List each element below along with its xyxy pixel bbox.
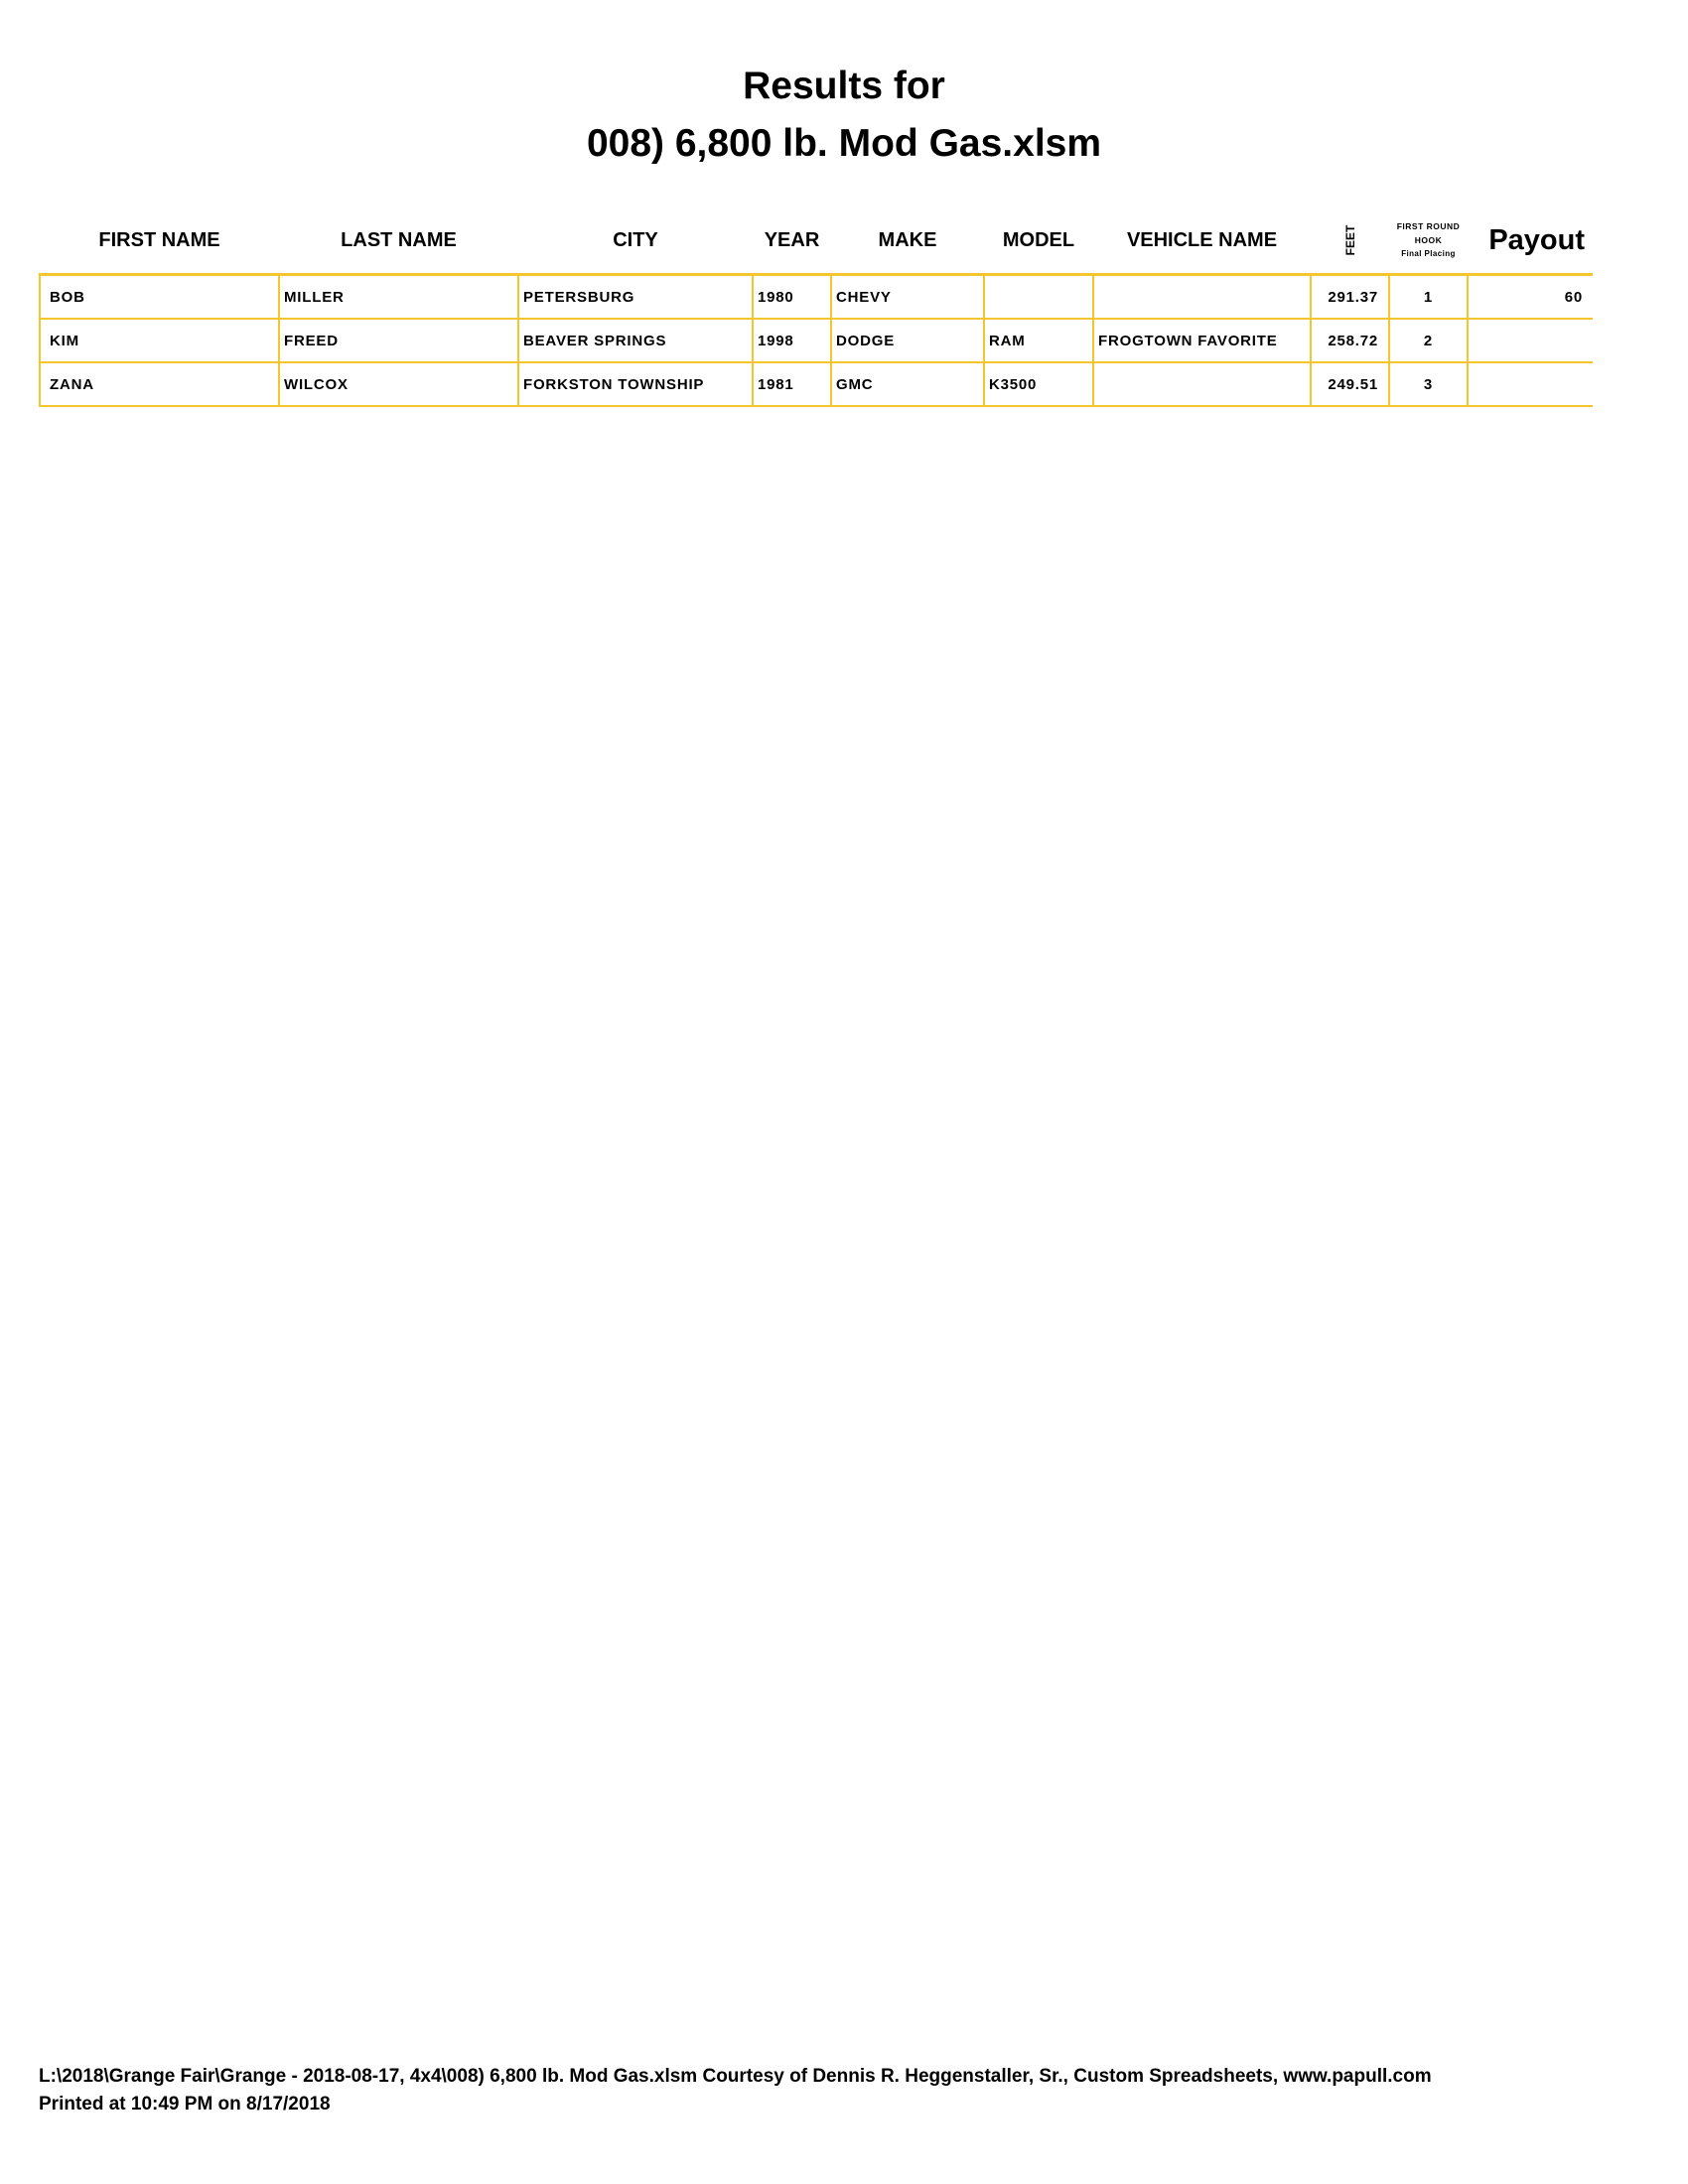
cell-city: BEAVER SPRINGS — [518, 319, 753, 362]
cell-last-name: MILLER — [279, 275, 518, 320]
col-vehicle-name: VEHICLE NAME — [1126, 228, 1278, 251]
table-row — [40, 319, 1593, 362]
cell-last-name: WILCOX — [279, 362, 518, 406]
results-table — [39, 207, 1593, 407]
col-first-name: FIRST NAME — [98, 228, 220, 251]
cell-feet: 258.72 — [1311, 319, 1389, 362]
col-payout: Payout — [1488, 223, 1585, 256]
cell-model — [984, 275, 1093, 320]
cell-year: 1998 — [753, 319, 831, 362]
header-row — [40, 207, 1593, 275]
cell-city: FORKSTON TOWNSHIP — [518, 362, 753, 406]
cell-payout — [1468, 362, 1593, 406]
cell-make: CHEVY — [831, 275, 984, 320]
cell-vehicle-name — [1093, 275, 1311, 320]
cell-city: PETERSBURG — [518, 275, 753, 320]
col-last-name: LAST NAME — [341, 228, 457, 251]
footer-file-path: L:\2018\Grange Fair\Grange - 2018-08-17, 4x4\008) 6,800 lb. Mod Gas.xlsm Courtesy of Dennis R. Heggenstaller, Sr., Custom Spreadsheets, www.papull.com — [39, 2066, 1432, 2087]
cell-first-name: BOB — [40, 275, 279, 320]
col-feet-label: FEET — [1342, 224, 1357, 256]
page-subtitle: 008) 6,800 lb. Mod Gas.xlsm — [586, 122, 1102, 165]
cell-model: RAM — [984, 319, 1093, 362]
col-city: CITY — [613, 228, 658, 251]
cell-vehicle-name: FROGTOWN FAVORITE — [1093, 319, 1311, 362]
cell-make: DODGE — [831, 319, 984, 362]
cell-make: GMC — [831, 362, 984, 406]
cell-payout: 60 — [1468, 275, 1593, 320]
cell-feet: 249.51 — [1311, 362, 1389, 406]
cell-place: 2 — [1389, 319, 1468, 362]
page-title: Results for — [743, 65, 945, 107]
col-first-round-line3: Final Placing — [1401, 249, 1456, 258]
col-first-round — [1389, 207, 1468, 275]
cell-feet: 291.37 — [1311, 275, 1389, 320]
cell-payout — [1468, 319, 1593, 362]
col-first-round-line2: HOOK — [1414, 235, 1443, 245]
footer-printed-at: Printed at 10:49 PM on 8/17/2018 — [39, 2094, 331, 2115]
table-row — [40, 275, 1593, 320]
col-year: YEAR — [764, 228, 820, 251]
cell-last-name: FREED — [279, 319, 518, 362]
col-first-round-line1: FIRST ROUND — [1396, 221, 1461, 231]
cell-place: 3 — [1389, 362, 1468, 406]
cell-model: K3500 — [984, 362, 1093, 406]
cell-year: 1980 — [753, 275, 831, 320]
cell-place: 1 — [1389, 275, 1468, 320]
cell-year: 1981 — [753, 362, 831, 406]
table-row — [40, 362, 1593, 406]
cell-first-name: ZANA — [40, 362, 279, 406]
cell-first-name: KIM — [40, 319, 279, 362]
col-make: MAKE — [878, 228, 937, 251]
cell-vehicle-name — [1093, 362, 1311, 406]
col-model: MODEL — [1002, 228, 1075, 251]
col-feet — [1311, 207, 1389, 275]
